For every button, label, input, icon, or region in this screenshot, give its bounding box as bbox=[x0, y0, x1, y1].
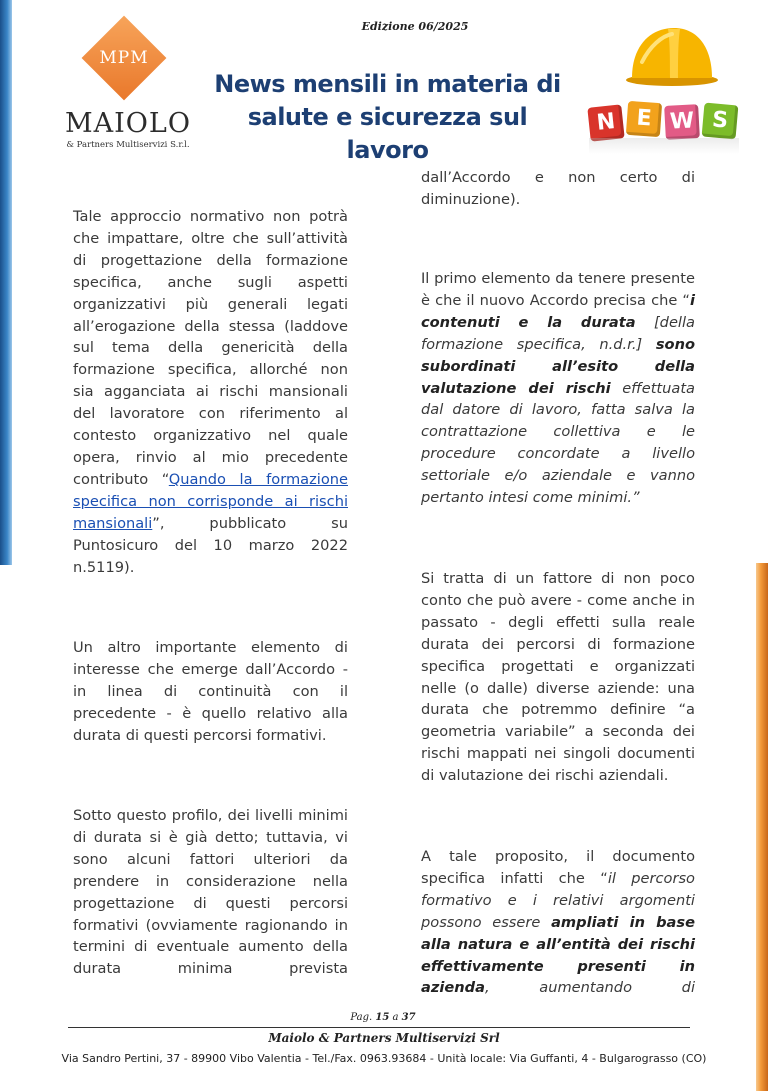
page-current: 15 bbox=[375, 1012, 390, 1023]
news-block-n: N bbox=[587, 104, 624, 141]
paragraph-text: Il primo elemento da tenere presente è che il nuovo Accordo precisa che “ bbox=[421, 270, 695, 309]
bold-quote: sono subordinati all’esito della valutazione dei rischi bbox=[421, 335, 695, 397]
right-paragraph-3 bbox=[421, 846, 695, 999]
page-total: 37 bbox=[401, 1012, 416, 1023]
logo-mark: MPM bbox=[99, 48, 149, 68]
news-badge bbox=[589, 102, 739, 140]
page-separator: a bbox=[392, 1012, 399, 1023]
news-reflection bbox=[589, 138, 739, 154]
italic-quote: , aumentando di bbox=[484, 979, 695, 997]
page-label: Pag. bbox=[350, 1012, 373, 1023]
article-link[interactable]: Quando la formazione specifica non corrisponde ai rischi mansionali bbox=[73, 470, 348, 532]
paragraph-text: ”, pubblicato su Puntosicuro del 10 marzo 2022 n.5119). bbox=[73, 514, 348, 576]
right-paragraph-1 bbox=[421, 268, 695, 509]
italic-quote: effettuata dal datore di lavoro, fatta salva la contrattazione collettiva e le procedure concordate a livello settoriale e/o aziendale e vanno pertanto intesi come minimi.” bbox=[421, 379, 695, 507]
company-logo bbox=[62, 22, 194, 152]
logo-subtitle: & Partners Multiservizi S.r.l. bbox=[66, 140, 190, 150]
news-block-w: W bbox=[664, 104, 700, 140]
left-paragraph-3 bbox=[73, 805, 348, 980]
italic-quote: il percorso formativo e i relativi argomenti possono essere bbox=[421, 869, 695, 931]
page-title bbox=[205, 68, 570, 167]
footer-address: Via Sandro Pertini, 37 - 89900 Vibo Valentia - Tel./Fax. 0963.93684 - Unità locale: Via Guffanti, 4 - Bulgarograsso (CO) bbox=[61, 1052, 707, 1065]
right-paragraph-0 bbox=[421, 167, 695, 211]
left-paragraph-1 bbox=[73, 206, 348, 578]
news-block-e: E bbox=[626, 101, 662, 137]
bold-quote: ampliati in base alla natura e all’entità dei rischi effettivamente presenti in azienda bbox=[421, 913, 695, 997]
italic-quote: [della formazione specifica, n.d.r.] bbox=[421, 313, 695, 353]
right-accent-bar bbox=[756, 563, 768, 1091]
title-line-2: salute e sicurezza sul lavoro bbox=[247, 103, 528, 164]
news-block-s: S bbox=[702, 103, 739, 140]
paragraph-text: dall’Accordo e non certo di diminuzione). bbox=[421, 169, 695, 208]
right-paragraph-2 bbox=[421, 568, 695, 787]
footer-company: Maiolo & Partners Multiservizi Srl bbox=[268, 1031, 500, 1045]
logo-name: MAIOLO bbox=[64, 108, 191, 139]
paragraph-text: Tale approccio normativo non potrà che impattare, oltre che sull’attività di progettazione della formazione specifica, anche sugli aspetti organizzativi più generali legati all’erogazione della stessa (laddove sul tema della genericità della formazione specifica, allorché non sia agganciata ai rischi mansionali del lavoratore con riferimento al contesto organizzativo nel quale opera, rinvio al mio precedente contributo “ bbox=[73, 208, 348, 488]
hard-hat-icon bbox=[620, 22, 720, 88]
left-accent-bar bbox=[0, 0, 12, 565]
title-line-1: News mensili in materia di bbox=[214, 70, 561, 98]
page-number bbox=[348, 1012, 418, 1023]
paragraph-text: Si tratta di un fattore di non poco conto che può avere - come anche in passato - degli effetti sulla reale durata dei percorsi di formazione specifica progettati e organizzati nelle (o dalle) diverse aziende: una durata che potremmo definire “a geometria variabile” a seconda dei rischi mappati nei singoli documenti di valutazione dei rischi aziendali. bbox=[421, 570, 695, 785]
edition-label: Edizione 06/2025 bbox=[361, 20, 469, 33]
paragraph-text: Sotto questo profilo, dei livelli minimi di durata si è già detto; tuttavia, vi sono alcuni fattori ulteriori da prendere in considerazione nella progettazione di questi percorsi formativi (ovviamente ragionando in termini di eventuale aumento della durata minima prevista bbox=[73, 807, 348, 978]
left-paragraph-2 bbox=[73, 637, 348, 747]
paragraph-text: A tale proposito, il documento specifica infatti che “ bbox=[421, 848, 695, 887]
bold-quote: i contenuti e la durata bbox=[421, 291, 695, 331]
footer-divider bbox=[68, 1027, 690, 1028]
paragraph-text: Un altro importante elemento di interesse che emerge dall’Accordo - in linea di continuità con il precedente - è quello relativo alla durata di questi percorsi formativi. bbox=[73, 639, 348, 744]
